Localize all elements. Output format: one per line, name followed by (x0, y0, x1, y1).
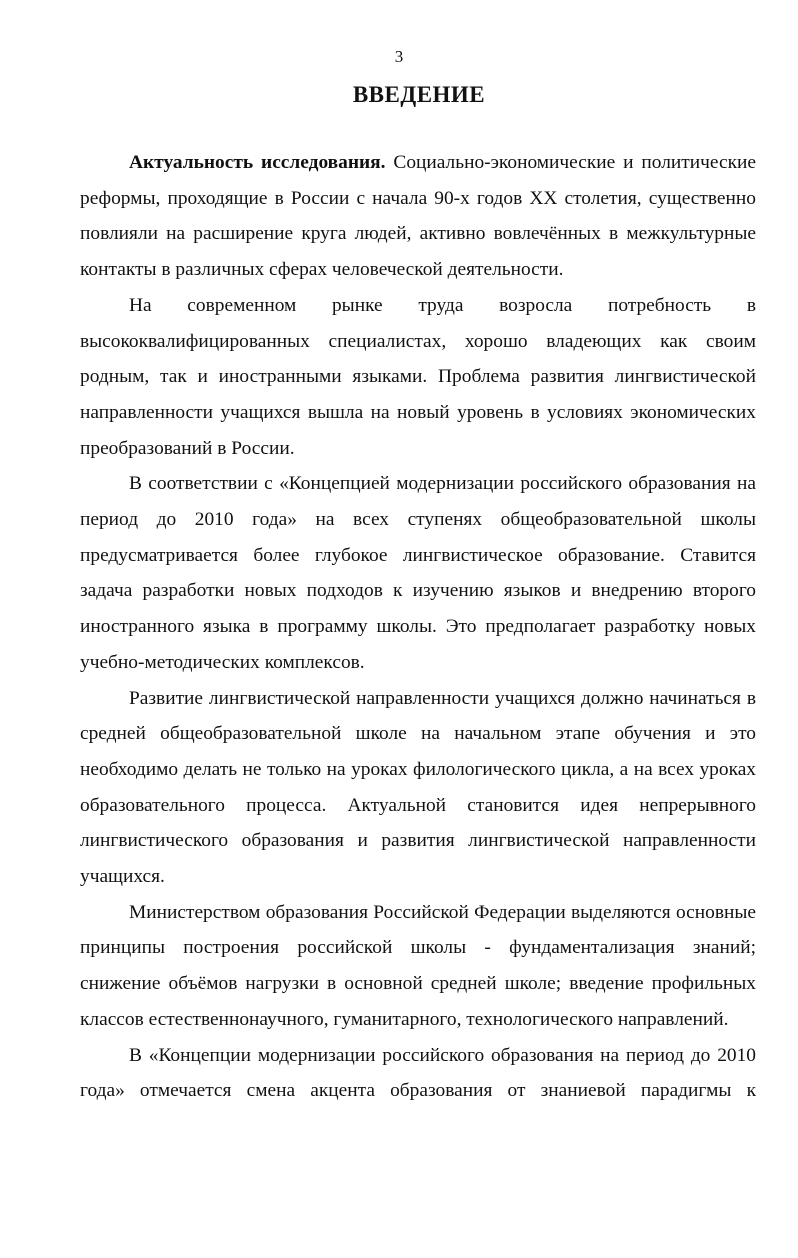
paragraph-labor-market: На современном рынке труда возросла потребность в высококвалифицированных специалистах, хорошо владеющих как своим родным, так и иностранными языками. Проблема развития лингвистической направленности учащихся вышла на новый уровень в условиях экономических преобразований в России. (80, 294, 756, 459)
paragraph-concept-shift: В «Концепции модернизации российского образования на период до 2010 года» отмечается смена акцента образования от знаниевой парадигмы к (80, 1044, 756, 1102)
paragraph-concept: В соответствии с «Концепцией модернизации российского образования на период до 2010 года» на всех ступенях общеобразовательной школы предусматривается более глубокое лингвистическое образование. Ставится задача разработки новых подходов к изучению языков и внедрению второго иностранного языка в программу школы. Это предполагает разработку новых учебно-методических комплексов. (80, 473, 756, 673)
paragraph-ministry: Министерством образования Российской Федерации выделяются основные принципы построения российской школы - фундаментализация знаний; снижение объёмов нагрузки в основной средней школе; введение профильных классов естественнонаучного, гуманитарного, технологического направлений. (80, 901, 756, 1030)
paragraph-text: Социально-экономические и политические реформы, проходящие в России с начала 90-х годов XX столетия, существенно повлияли на расширение круга людей, активно вовлечённых в межкультурные контакты в различных сферах человеческой деятельности. (80, 152, 756, 281)
paragraph-development: Развитие лингвистической направленности учащихся должно начинаться в средней общеобразовательной школе на начальном этапе обучения и это необходимо делать не только на уроках филологического цикла, а на всех уроках образовательного процесса. Актуальной становится идея непрерывного лингвистического образования и развития лингвистической направленности учащихся. (80, 687, 756, 888)
body-text (80, 145, 756, 1109)
page-number: 3 (394, 47, 404, 66)
section-title: ВВЕДЕНИЕ (352, 82, 486, 107)
paragraph-relevance (80, 145, 756, 288)
paragraph-lead: Актуальность исследования. (129, 152, 386, 173)
